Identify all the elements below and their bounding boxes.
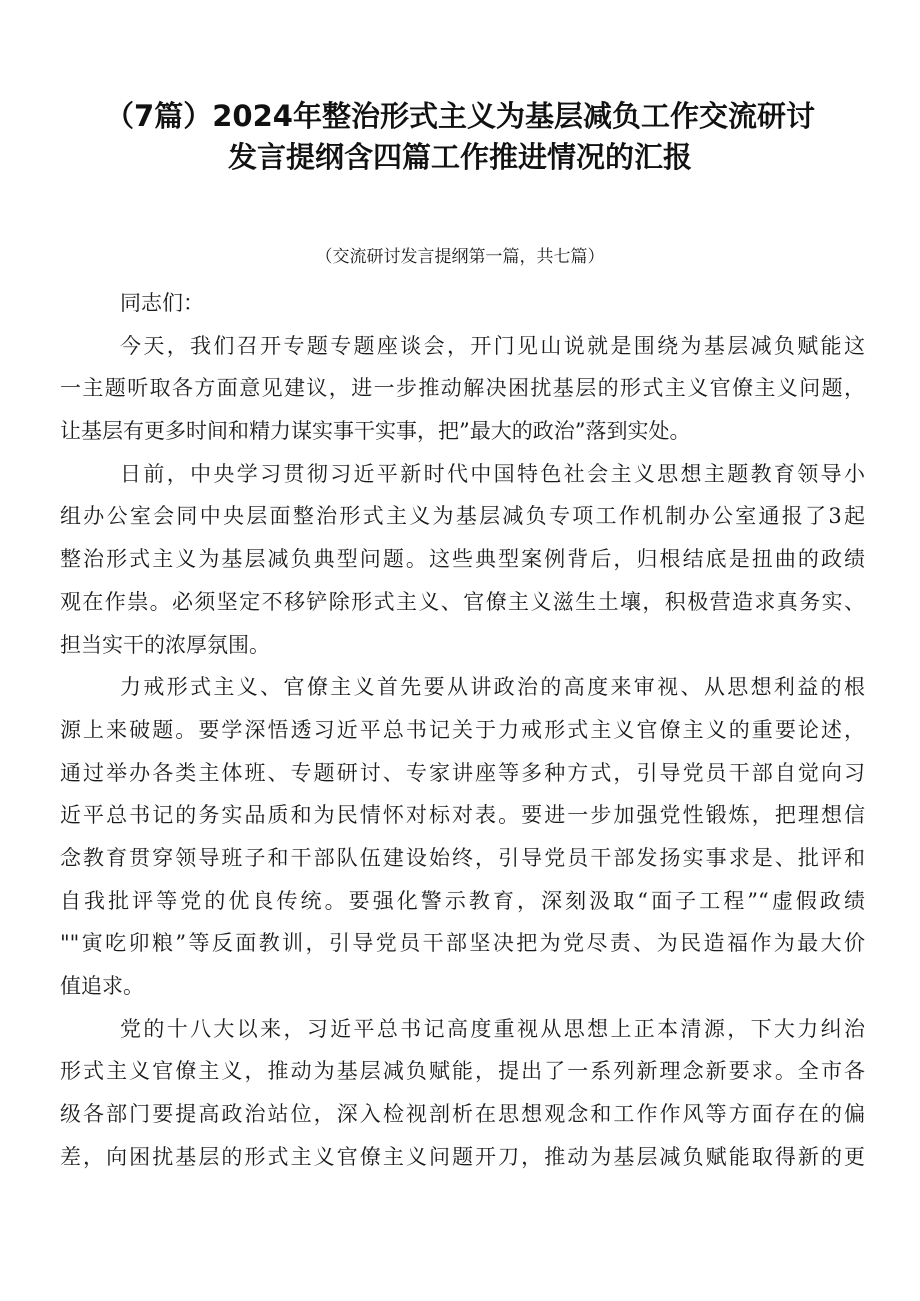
paragraph-4-line-4: 差，向困扰基层的形式主义官僚主义问题开刀，推动为基层减负赋能取得新的更 [60, 1144, 865, 1169]
paragraph-4-line-1: 党的十八大以来，习近平总书记高度重视从思想上正本清源，下大力纠治 [120, 1016, 865, 1041]
paragraph-3-line-6: 自我批评等党的优良传统。要强化警示教育，深刻汲取“面子工程”“虚假政绩 [60, 888, 865, 913]
title-line-1: （7篇）2024年整治形式主义为基层减负工作交流研讨 [105, 99, 815, 133]
paragraph-2-line-4: 观在作祟。必须坚定不移铲除形式主义、官僚主义滋生土壤，积极营造求真务实、 [60, 589, 865, 614]
paragraph-3-line-7: ""寅吃卯粮”等反面教训，引导党员干部坚决把为党尽责、为民造福作为最大价 [60, 931, 865, 956]
title-line-2: 发言提纲含四篇工作推进情况的汇报 [227, 140, 692, 174]
paragraph-2-line-1: 日前，中央学习贯彻习近平新时代中国特色社会主义思想主题教育领导小 [120, 461, 865, 486]
document-title [60, 96, 860, 178]
paragraph-3-line-3: 通过举办各类主体班、专题研讨、专家讲座等多种方式，引导党员干部自觉向习 [60, 760, 865, 785]
paragraph-2-line-5: 担当实干的浓厚氛围。 [60, 632, 270, 657]
paragraph-2-line-3: 整治形式主义为基层减负典型问题。这些典型案例背后，归根结底是扭曲的政绩 [60, 547, 865, 572]
salutation: 同志们： [120, 291, 204, 315]
paragraph-4-line-3: 级各部门要提高政治站位，深入检视剖析在思想观念和工作作风等方面存在的偏 [60, 1102, 865, 1127]
paragraph-1-line-3: 让基层有更多时间和精力谋实事干实事，把”最大的政治”落到实处。 [60, 419, 691, 444]
paragraph-2-line-2: 组办公室会同中央层面整治形式主义为基层减负专项工作机制办公室通报了3起 [60, 504, 865, 529]
paragraph-4-line-2: 形式主义官僚主义，推动为基层减负赋能，提出了一系列新理念新要求。全市各 [60, 1059, 865, 1084]
paragraph-3-line-8: 值追求。 [60, 974, 144, 998]
document-body [60, 282, 865, 1178]
paragraph-1-line-1: 今天，我们召开专题专题座谈会，开门见山说就是围绕为基层减负赋能这 [120, 333, 865, 358]
document-subtitle: （交流研讨发言提纲第一篇，共七篇） [315, 247, 605, 267]
paragraph-1-line-2: 一主题听取各方面意见建议，进一步推动解决困扰基层的形式主义官僚主义问题， [60, 376, 865, 401]
paragraph-3-line-2: 源上来破题。要学深悟透习近平总书记关于力戒形式主义官僚主义的重要论述， [60, 717, 865, 742]
paragraph-3-line-5: 念教育贯穿领导班子和干部队伍建设始终，引导党员干部发扬实事求是、批评和 [60, 845, 865, 870]
paragraph-3-line-1: 力戒形式主义、官僚主义首先要从讲政治的高度来审视、从思想利益的根 [120, 675, 865, 700]
paragraph-3-line-4: 近平总书记的务实品质和为民情怀对标对表。要进一步加强党性锻炼，把理想信 [60, 803, 865, 828]
